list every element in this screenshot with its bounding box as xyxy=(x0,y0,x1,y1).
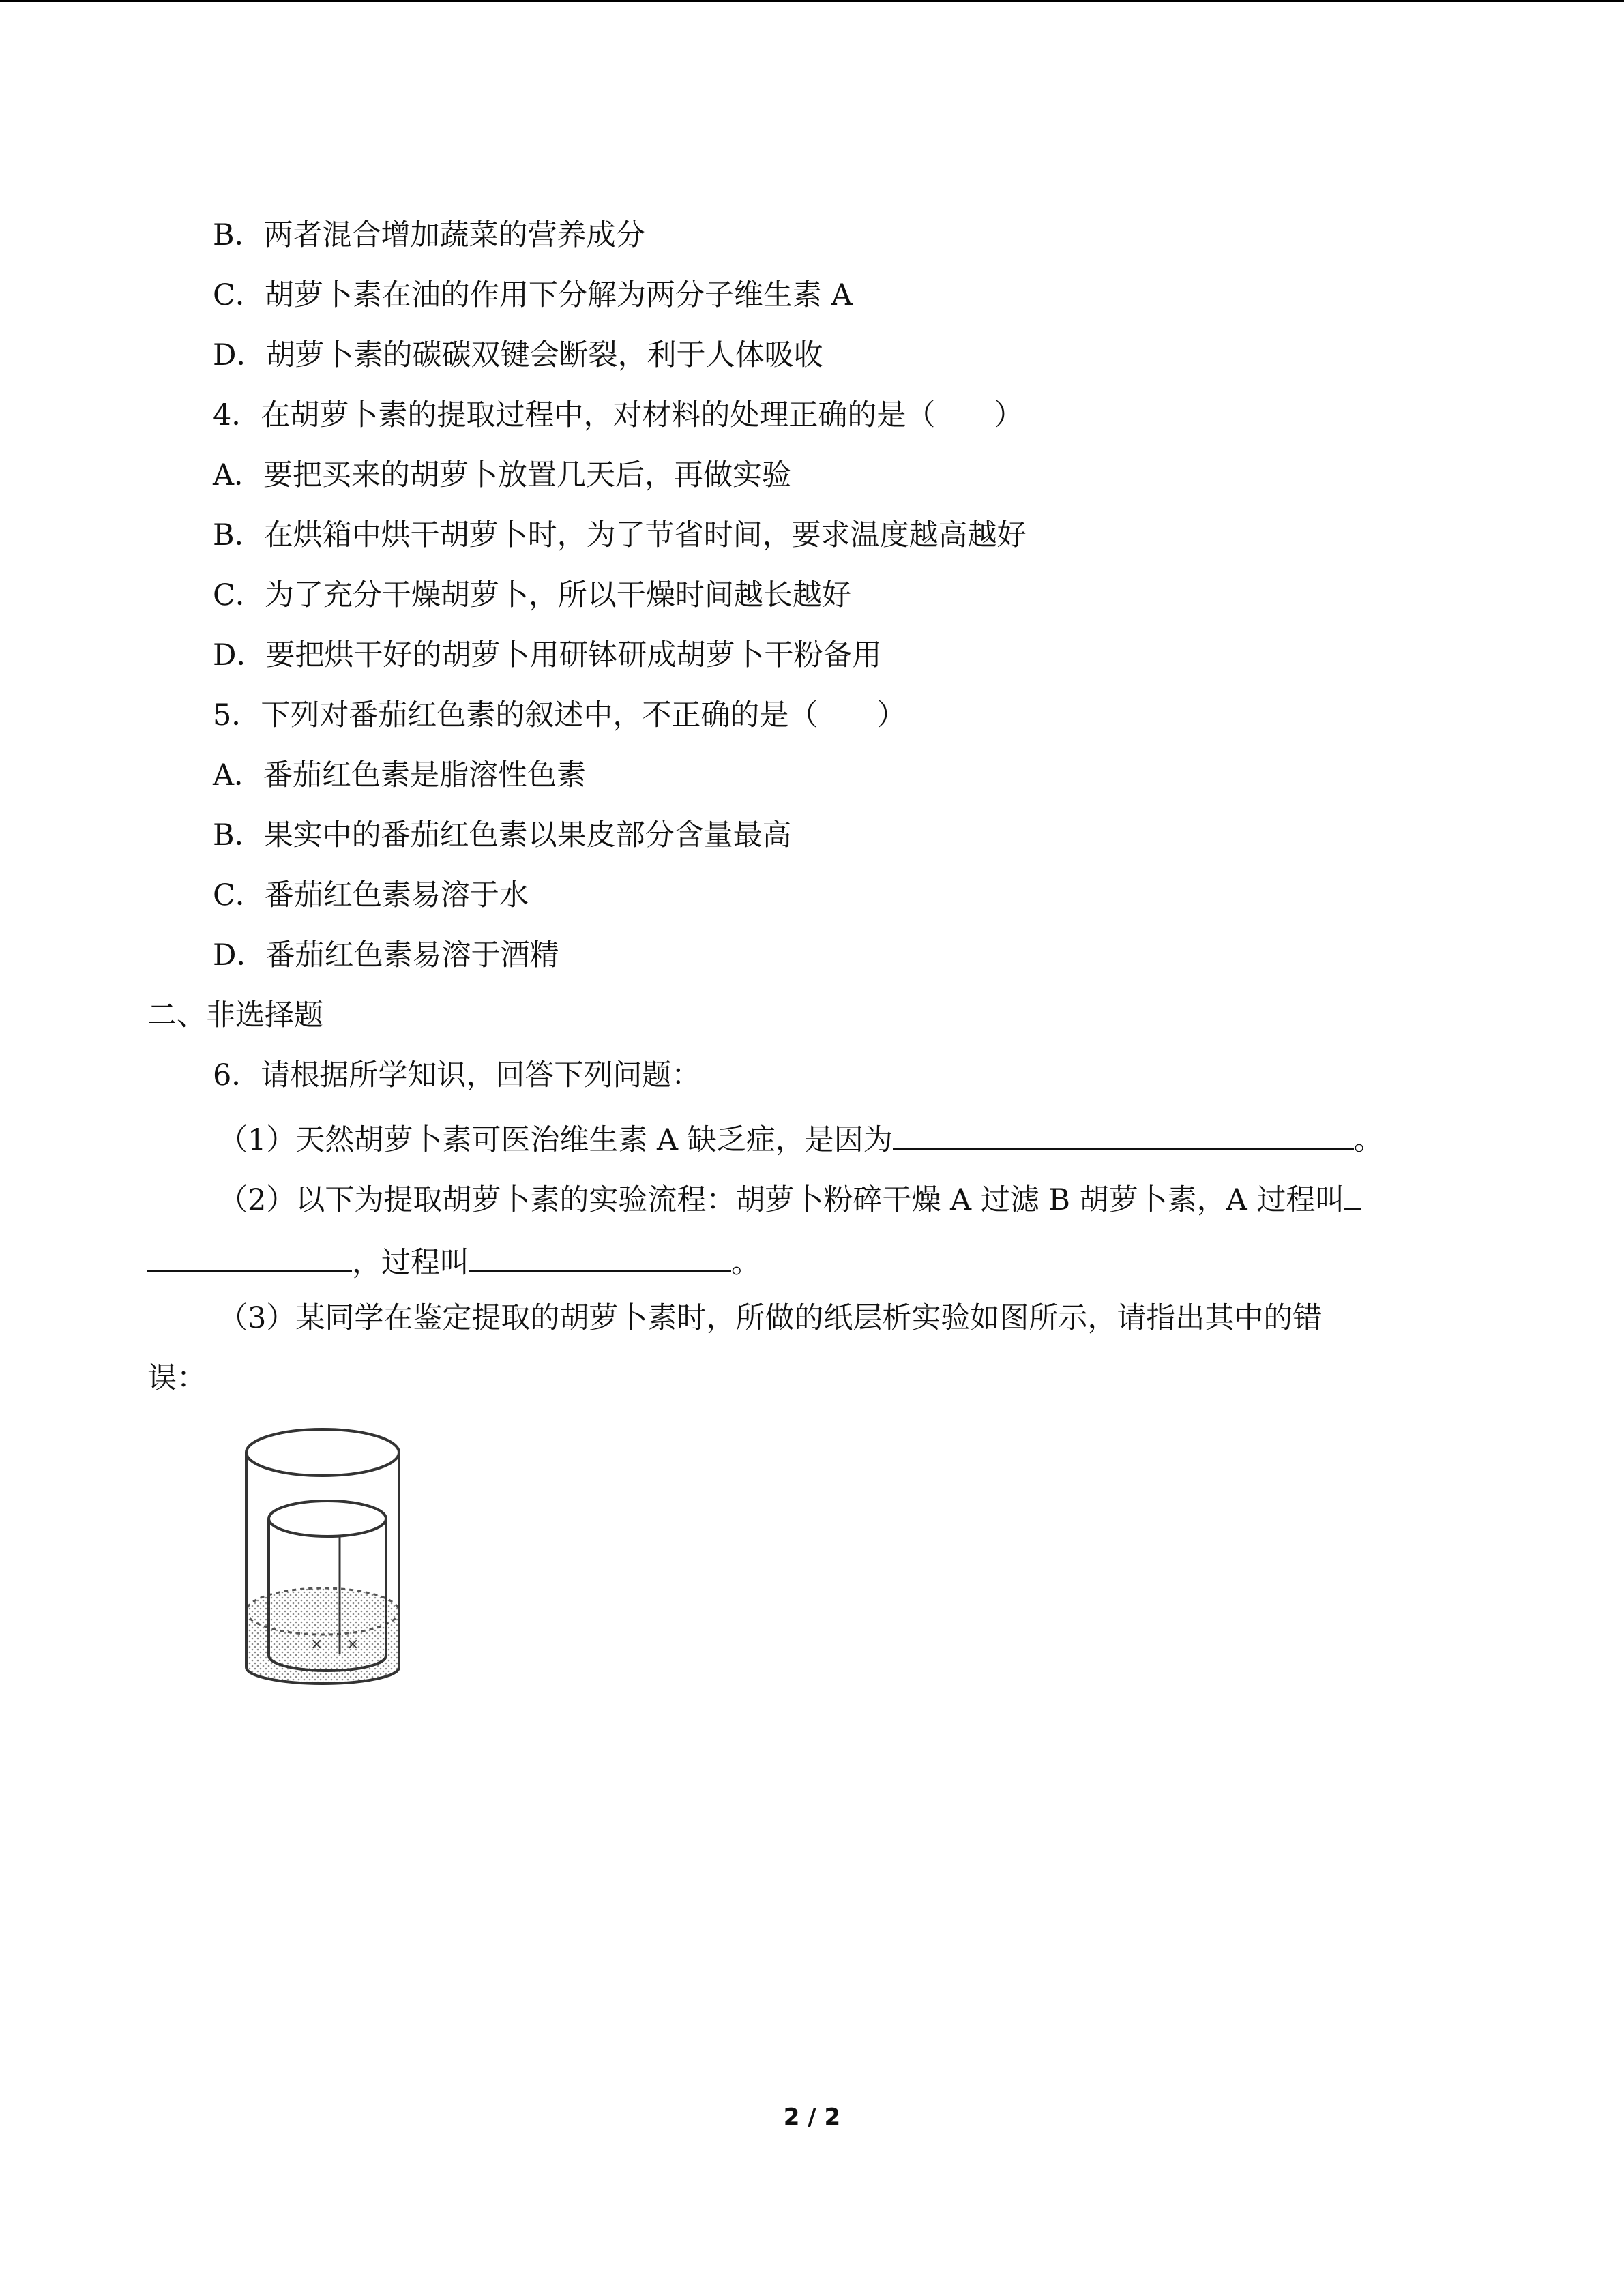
q6-part1-text: （1）天然胡萝卜素可医治维生素 A 缺乏症，是因为 xyxy=(218,1123,893,1157)
q6-part2-blank-start[interactable] xyxy=(1344,1175,1361,1210)
q6-part1-answer-blank[interactable] xyxy=(893,1115,1354,1150)
q5-stem: 5．下列对番茄红色素的叙述中，不正确的是（ ） xyxy=(213,698,906,732)
q5-option-d: D．番茄红色素易溶于酒精 xyxy=(213,938,559,972)
q4-option-c: C．为了充分干燥胡萝卜，所以干燥时间越长越好 xyxy=(213,578,851,612)
q5-option-b: B．果实中的番茄红色素以果皮部分含量最高 xyxy=(213,818,792,852)
q6-part2-end: 。 xyxy=(731,1246,761,1280)
q6-part2-answer-blank-a[interactable] xyxy=(147,1238,352,1272)
q6-part2-answer-blank-b[interactable] xyxy=(469,1238,731,1272)
q6-part3-continued: 误： xyxy=(147,1361,206,1395)
q6-part2-mid: ，过程叫 xyxy=(352,1246,469,1280)
q5-option-a: A．番茄红色素是脂溶性色素 xyxy=(213,758,587,792)
q6-part2-continued xyxy=(147,1238,761,1283)
q6-part1 xyxy=(218,1115,1383,1161)
top-border-line xyxy=(0,0,1624,2)
q5-option-c: C．番茄红色素易溶于水 xyxy=(213,878,529,912)
section-heading: 二、非选择题 xyxy=(147,998,323,1032)
q4-stem: 4．在胡萝卜素的提取过程中，对材料的处理正确的是（ ） xyxy=(213,398,1024,432)
q4-option-a: A．要把买来的胡萝卜放置几天后，再做实验 xyxy=(213,458,792,492)
svg-text:×: × xyxy=(346,1636,359,1653)
q6-part3: （3）某同学在鉴定提取的胡萝卜素时，所做的纸层析实验如图所示，请指出其中的错 xyxy=(218,1301,1323,1335)
q6-stem: 6．请根据所学知识，回答下列问题： xyxy=(213,1058,701,1092)
chromatography-beaker-figure xyxy=(232,1422,416,1691)
q6-part1-end: 。 xyxy=(1353,1123,1383,1157)
q3-option-d: D．胡萝卜素的碳碳双键会断裂，利于人体吸收 xyxy=(213,338,823,372)
q3-option-b: B．两者混合增加蔬菜的营养成分 xyxy=(213,218,645,252)
q6-part2-text: （2）以下为提取胡萝卜素的实验流程：胡萝卜粉碎干燥 A 过滤 B 胡萝卜素，A 过程叫 xyxy=(218,1183,1345,1217)
page-number: 2 / 2 xyxy=(783,2104,841,2131)
q6-part2 xyxy=(218,1175,1361,1221)
q4-option-b: B．在烘箱中烘干胡萝卜时，为了节省时间，要求温度越高越好 xyxy=(213,518,1027,552)
q4-option-d: D．要把烘干好的胡萝卜用研钵研成胡萝卜干粉备用 xyxy=(213,638,882,672)
svg-text:×: × xyxy=(310,1636,323,1653)
q3-option-c: C．胡萝卜素在油的作用下分解为两分子维生素 A xyxy=(213,278,853,312)
